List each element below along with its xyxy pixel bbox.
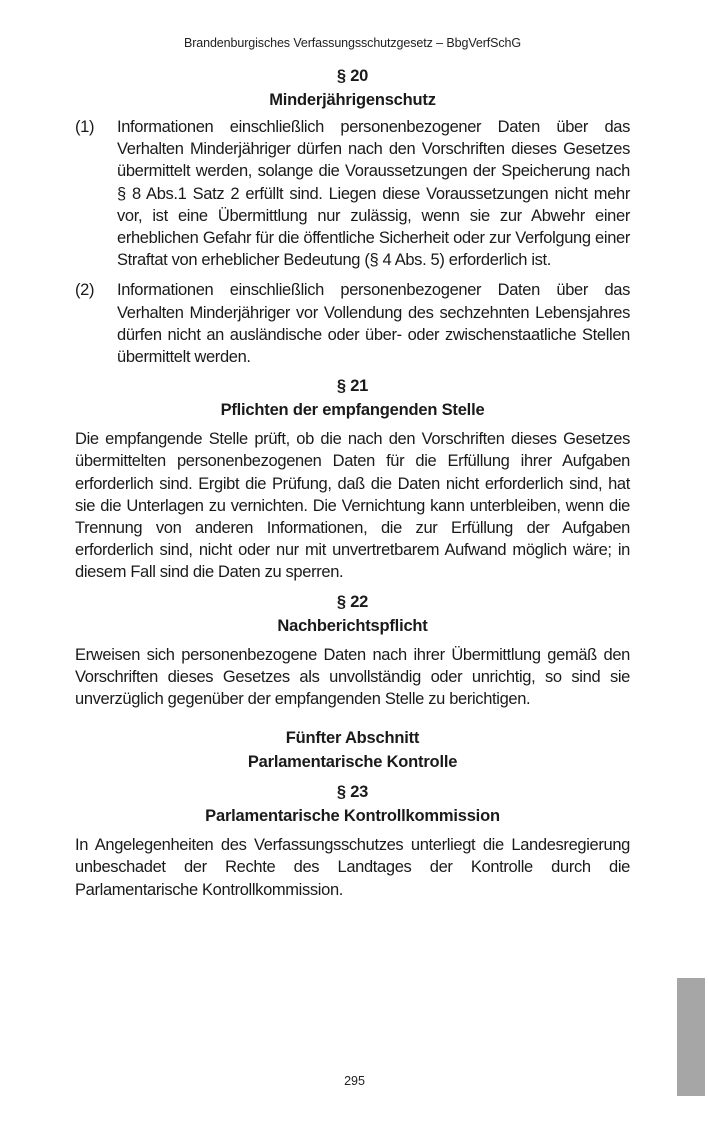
section-number: § 20 xyxy=(336,67,369,85)
numbered-paragraph xyxy=(75,116,630,271)
section-number: § 21 xyxy=(336,377,369,396)
section-23 xyxy=(75,780,630,901)
running-header: Brandenburgisches Verfassungsschutzgesetz – BbgVerfSchG xyxy=(183,36,522,50)
thumb-index-tab xyxy=(677,978,705,1096)
section-number: § 23 xyxy=(336,783,369,802)
section-22 xyxy=(75,590,630,711)
part-title: Parlamentarische Kontrolle xyxy=(247,753,458,772)
paragraph-text: Informationen einschließlich personenbezogener Daten über das Verhalten Minderjähriger dürfen nach den Vorschriften dieses Gesetzes übermittelt werden, solange die Voraussetzungen der Speicherung nach § 8 Abs.1 Satz 2 erfüllt sind. Liegen diese Voraussetzungen nicht mehr vor, ist eine Übermittlung nur zulässig, wenn sie zur Abwehr einer erheblichen Gefahr für die öffentliche Sicherheit oder zur Verfolgung einer Straftat von erheblicher Bedeutung (§ 4 Abs. 5) erforderlich ist. xyxy=(117,118,630,270)
paragraph-number: (1) xyxy=(75,118,95,136)
paragraph-number: (2) xyxy=(75,281,95,300)
section-text: In Angelegenheiten des Verfassungsschutzes unterliegt die Landesregierung unbeschadet der Rechte des Landtages der Kontrolle durch die Parlamentarische Kontrollkommission. xyxy=(75,836,630,899)
section-title: Pflichten der empfangenden Stelle xyxy=(220,401,485,420)
page-number: 295 xyxy=(344,1074,365,1088)
section-title: Minderjährigenschutz xyxy=(269,91,436,109)
section-text: Die empfangende Stelle prüft, ob die nach den Vorschriften dieses Gesetzes übermittelten personenbezogenen Daten für die Erfüllung ihrer Aufgaben erforderlich sind. Ergibt die Prüfung, daß die Daten nicht erforderlich sind, hat sie die Unterlagen zu vernichten. Die Vernichtung kann unterbleiben, wenn die Trennung von anderen Informationen, die zur Erfüllung der Aufgaben erforderlich sind, nicht oder nur mit unvertretbarem Aufwand möglich wäre; in diesem Fall sind die Daten zu sperren. xyxy=(75,430,630,582)
document-page xyxy=(75,36,630,901)
section-title: Nachberichtspflicht xyxy=(277,616,428,635)
section-text: Erweisen sich personenbezogene Daten nach ihrer Übermittlung gemäß den Vorschriften dieses Gesetzes als unvollständig oder unrichtig, so sind sie unverzüglich gegenüber der empfangenden Stelle zu berichtigen. xyxy=(75,645,630,709)
section-21 xyxy=(75,374,630,583)
section-20 xyxy=(75,64,630,368)
part-heading xyxy=(75,726,630,774)
paragraph-text: Informationen einschließlich personenbezogener Daten über das Verhalten Minderjähriger vor Vollendung des sechzehnten Lebensjahres dürfen nicht an ausländische oder über- oder zwischenstaatliche Stellen übermittelt werden. xyxy=(117,281,630,367)
numbered-paragraph xyxy=(75,279,630,368)
section-title: Parlamentarische Kontrollkommission xyxy=(205,807,500,826)
section-number: § 22 xyxy=(336,592,369,611)
part-label: Fünfter Abschnitt xyxy=(285,729,420,748)
